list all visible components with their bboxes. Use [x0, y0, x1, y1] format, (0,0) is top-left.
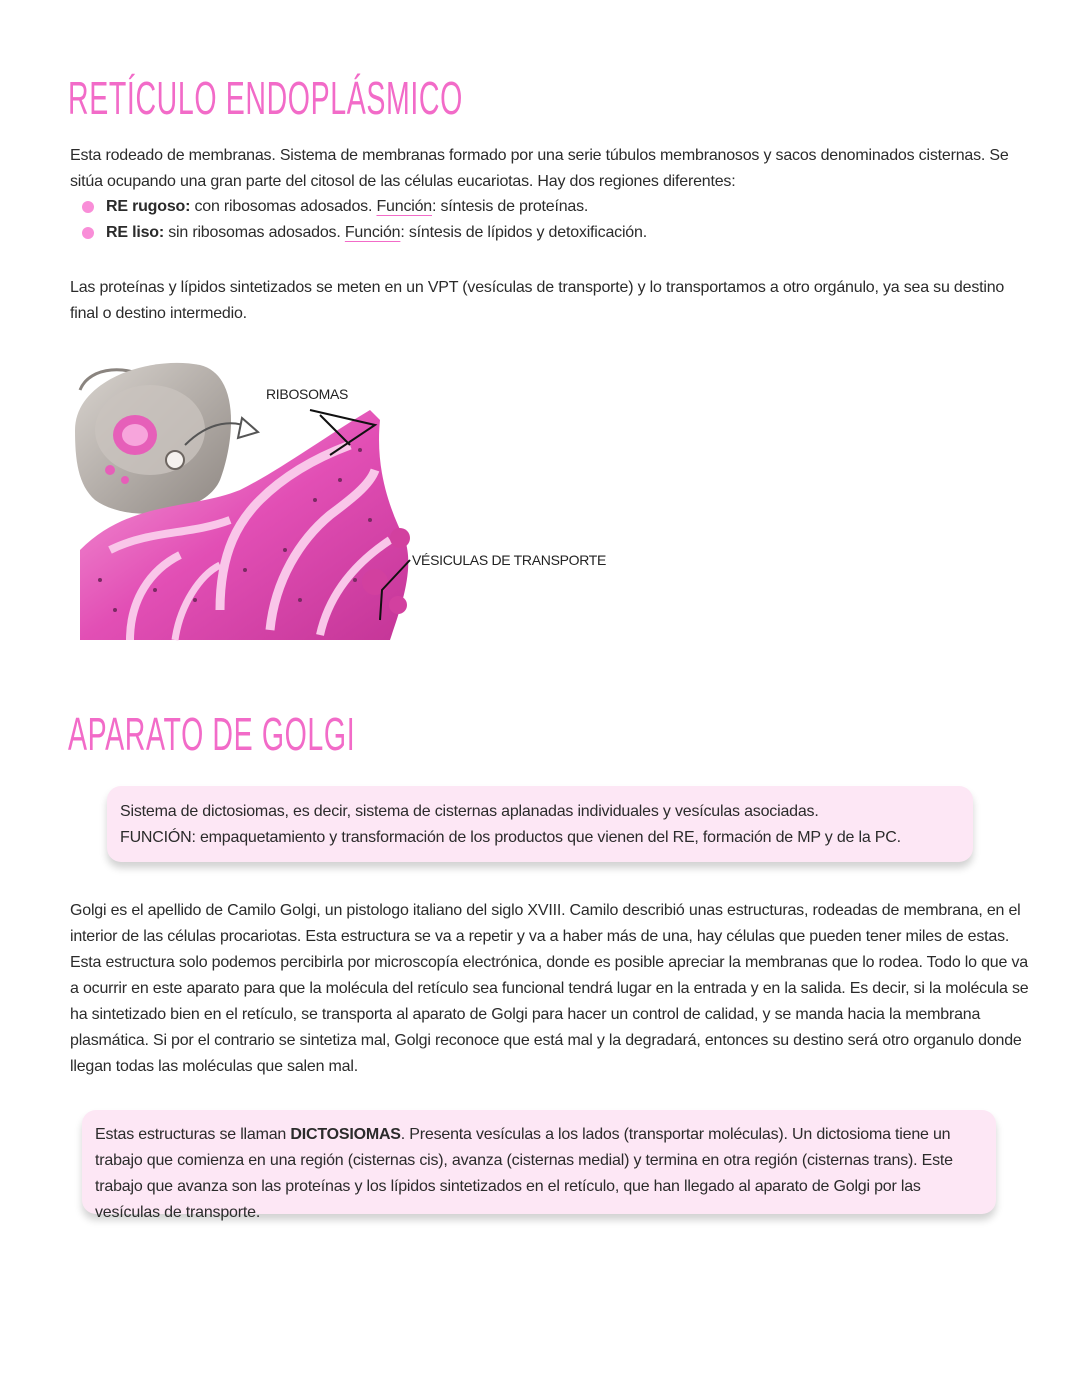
dictosiomas-term: DICTOSIOMAS	[290, 1126, 401, 1143]
bullet-term: RE liso:	[106, 224, 164, 241]
bullet-desc: sin ribosomas adosados.	[163, 224, 345, 241]
bullet-term: RE rugoso:	[106, 198, 191, 215]
bullet-func: : síntesis de proteínas.	[432, 198, 589, 215]
bullet-func-label: Función	[376, 198, 432, 215]
dictosiomas-text-pre: Estas estructuras se llaman	[95, 1126, 291, 1143]
list-item	[80, 194, 647, 220]
golgi-body-text: Golgi es el apellido de Camilo Golgi, un pistologo italiano del siglo XVIII. Camilo describió unas estructuras, rodeadas de membrana, en el interior de las células procariotas. Esta estructura se va a repetir y va a haber más de una, hay células que pueden tener miles de estas. Esta estructura solo podemos percibirla por microscopía electrónica, donde es posible apreciar la membranas que lo rodea. Todo lo que va a ocurrir en este aparato para que la molécula del retículo sea funcional tendrá lugar en la entrada y en la salida. Es decir, si la molécula se ha sintetizado bien en el retículo, se transporta al aparato de Golgi para hacer un control de calidad, y se manda hacia la membrana plasmática. Si por el contrario se sintetiza mal, Golgi reconoce que está mal y la degradará, entonces su destino será otro organulo donde llegan todas las moléculas que salen mal.	[70, 902, 1029, 1075]
dictosiomas-text-post: . Presenta vesículas a los lados (transportar moléculas). Un dictosioma tiene un trabajo que comienza en una región (cisternas cis), avanza (cisternas medial) y termina en otra región (cisternas trans). Este trabajo que avanza son las proteínas y los lípidos sintetizados en el retículo, que han llegado al aparato de Golgi por las vesículas de transporte.	[95, 1126, 953, 1221]
er-diagram	[70, 350, 610, 645]
bullet-desc: con ribosomas adosados.	[190, 198, 377, 215]
list-item	[80, 220, 647, 246]
bullet-dot-icon	[82, 201, 94, 213]
golgi-definition-box	[107, 786, 973, 862]
golgi-function: FUNCIÓN: empaquetamiento y transformación de los productos que vienen del RE, formación de MP y de la PC.	[120, 829, 901, 846]
label-ribosomas: RIBOSOMAS	[266, 386, 349, 402]
er-intro: Esta rodeado de membranas. Sistema de membranas formado por una serie túbulos membranosos y sacos denominados cisternas. Se sitúa ocupando una gran parte del citosol de las células eucariotas. Hay dos regiones diferentes:	[70, 147, 1009, 190]
bullet-func-label: Función	[344, 224, 401, 241]
er-bullet-list	[80, 194, 647, 246]
cell-icon	[75, 363, 231, 514]
dictosiomas-box	[82, 1110, 996, 1221]
er-transport-text: Las proteínas y lípidos sintetizados se meten en un VPT (vesículas de transporte) y lo transportamos a otro orgánulo, ya sea su destino final o destino intermedio.	[70, 279, 1005, 322]
golgi-definition: Sistema de dictosiomas, es decir, sistema de cisternas aplanadas individuales y vesículas asociadas.	[120, 803, 819, 820]
label-vesiculas: VÉSICULAS DE TRANSPORTE	[412, 552, 607, 568]
er-title: RETÍCULO ENDOPLÁSMICO	[68, 72, 463, 124]
bullet-dot-icon	[82, 227, 94, 239]
bullet-func: : síntesis de lípidos y detoxificación.	[400, 224, 647, 241]
golgi-title: APARATO DE GOLGI	[68, 708, 356, 760]
dictosiomas-text	[95, 1122, 980, 1226]
